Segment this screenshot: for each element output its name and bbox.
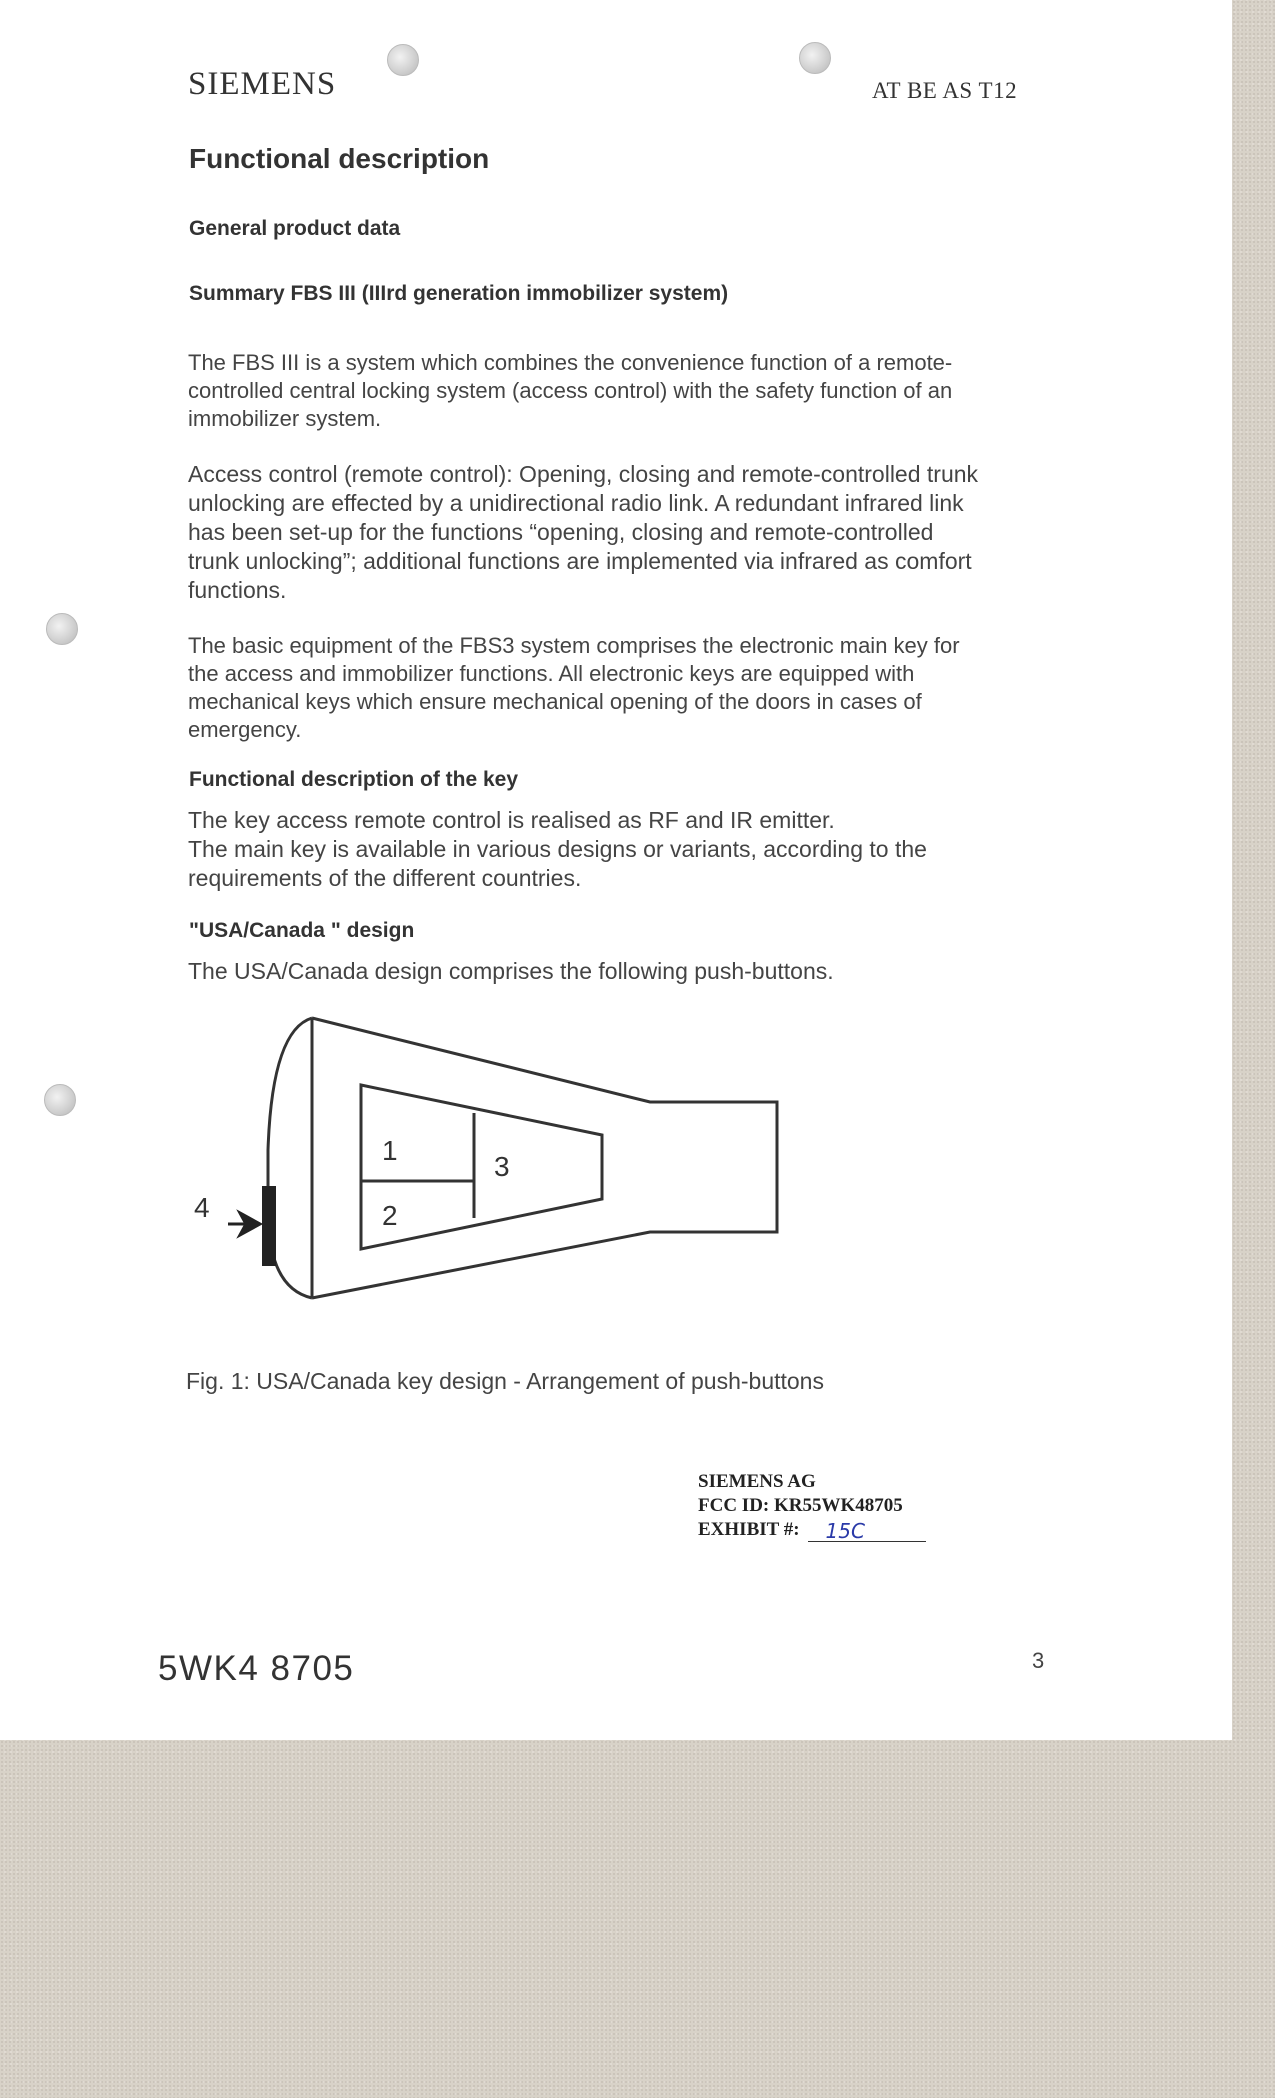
text-line: Access control (remote control): Opening, closing and remote-controlled trunk <box>188 461 979 487</box>
page-title: Functional description <box>189 143 490 174</box>
paragraph-access-control <box>188 460 1068 605</box>
text-line: The USA/Canada design comprises the following push-buttons. <box>188 958 834 984</box>
text-line: has been set-up for the functions “opening, closing and remote-controlled <box>188 519 934 545</box>
key-design-diagram <box>180 1010 800 1310</box>
stamp-exhibit-label: EXHIBIT #: <box>698 1519 800 1540</box>
arrow-icon <box>228 1213 260 1235</box>
paragraph-key <box>188 806 1068 893</box>
punch-hole <box>799 42 831 74</box>
figure-caption: Fig. 1: USA/Canada key design - Arrangement of push-buttons <box>186 1368 824 1394</box>
text-line: The main key is available in various designs or variants, according to the <box>188 836 927 862</box>
brand-logo-text: SIEMENS <box>188 66 337 102</box>
punch-hole <box>46 613 78 645</box>
page-number: 3 <box>1032 1648 1045 1673</box>
paragraph-intro <box>188 349 1068 433</box>
section-heading-design: "USA/Canada " design <box>189 919 415 942</box>
text-line: the access and immobilizer functions. All electronic keys are equipped with <box>188 661 915 686</box>
section-heading-key: Functional description of the key <box>189 768 519 791</box>
text-line: The basic equipment of the FBS3 system comprises the electronic main key for <box>188 633 960 658</box>
stamp-exhibit <box>698 1518 926 1542</box>
button-label-2: 2 <box>382 1200 398 1231</box>
paragraph-basic-equipment <box>188 632 1068 744</box>
text-line: requirements of the different countries. <box>188 865 582 891</box>
text-line: The FBS III is a system which combines the convenience function of a remote- <box>188 350 953 375</box>
button-label-3: 3 <box>494 1151 510 1182</box>
part-number: 5WK4 8705 <box>158 1649 355 1688</box>
text-line: immobilizer system. <box>188 406 382 431</box>
button-label-4: 4 <box>194 1192 210 1223</box>
section-heading-general: General product data <box>189 217 401 240</box>
fcc-stamp <box>698 1470 926 1542</box>
text-line: mechanical keys which ensure mechanical opening of the doors in cases of <box>188 689 922 714</box>
text-line: functions. <box>188 577 287 603</box>
button-label-1: 1 <box>382 1135 398 1166</box>
text-line: controlled central locking system (access control) with the safety function of an <box>188 378 953 403</box>
side-button-4 <box>262 1186 276 1266</box>
section-heading-summary: Summary FBS III (IIIrd generation immobilizer system) <box>189 282 729 305</box>
text-line: emergency. <box>188 717 302 742</box>
document-reference: AT BE AS T12 <box>872 78 1018 103</box>
text-line: trunk unlocking”; additional functions are implemented via infrared as comfort <box>188 548 972 574</box>
stamp-fcc-id: FCC ID: KR55WK48705 <box>698 1495 903 1516</box>
punch-hole <box>387 44 419 76</box>
paragraph-design <box>188 957 1068 986</box>
stamp-company: SIEMENS AG <box>698 1471 816 1492</box>
text-line: The key access remote control is realised as RF and IR emitter. <box>188 807 835 833</box>
text-line: unlocking are effected by a unidirectional radio link. A redundant infrared link <box>188 490 964 516</box>
punch-hole <box>44 1084 76 1116</box>
stamp-exhibit-value: 15C <box>808 1521 926 1542</box>
